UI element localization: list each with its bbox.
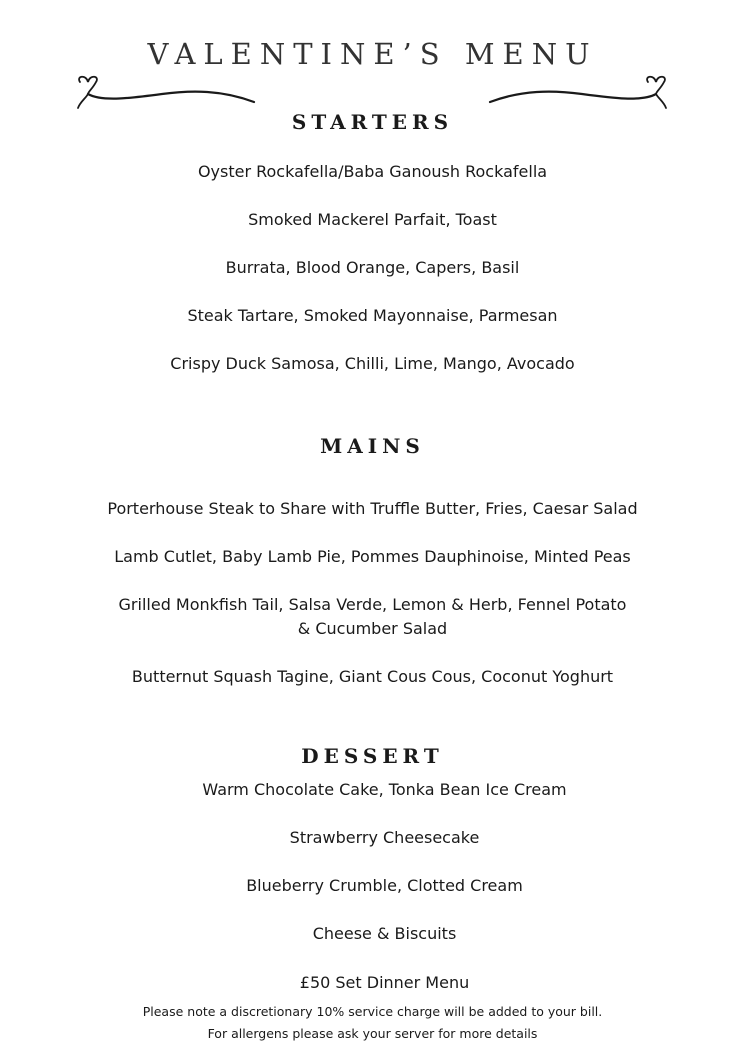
main-item: Porterhouse Steak to Share with Truffle Butter, Fries, Caesar Salad [107, 499, 638, 518]
mains-heading: MAINS [320, 434, 425, 458]
dessert-item: Strawberry Cheesecake [289, 828, 480, 847]
dessert-item: Warm Chocolate Cake, Tonka Bean Ice Cream [202, 780, 567, 799]
service-charge-note: Please note a discretionary 10% service charge will be added to your bill. [142, 1004, 603, 1019]
starter-item: Burrata, Blood Orange, Capers, Basil [225, 258, 520, 277]
dessert-item: Blueberry Crumble, Clotted Cream [246, 876, 523, 895]
menu-title: VALENTINE’S MENU [147, 37, 598, 71]
main-item: Grilled Monkfish Tail, Salsa Verde, Lemon & Herb, Fennel Potato [118, 595, 627, 614]
allergens-note: For allergens please ask your server for more details [207, 1026, 538, 1041]
main-item-continued: & Cucumber Salad [297, 619, 448, 638]
main-item: Lamb Cutlet, Baby Lamb Pie, Pommes Dauphinoise, Minted Peas [114, 547, 631, 566]
dessert-item: Cheese & Biscuits [312, 924, 457, 943]
starter-item: Crispy Duck Samosa, Chilli, Lime, Mango, Avocado [170, 354, 575, 373]
dessert-heading: DESSERT [301, 744, 444, 768]
starters-heading: STARTERS [291, 110, 454, 134]
set-menu-price: £50 Set Dinner Menu [299, 973, 470, 992]
starter-item: Oyster Rockafella/Baba Ganoush Rockafella [197, 162, 548, 181]
main-item: Butternut Squash Tagine, Giant Cous Cous, Coconut Yoghurt [131, 667, 614, 686]
starter-item: Smoked Mackerel Parfait, Toast [248, 210, 497, 229]
starter-item: Steak Tartare, Smoked Mayonnaise, Parmesan [187, 306, 558, 325]
